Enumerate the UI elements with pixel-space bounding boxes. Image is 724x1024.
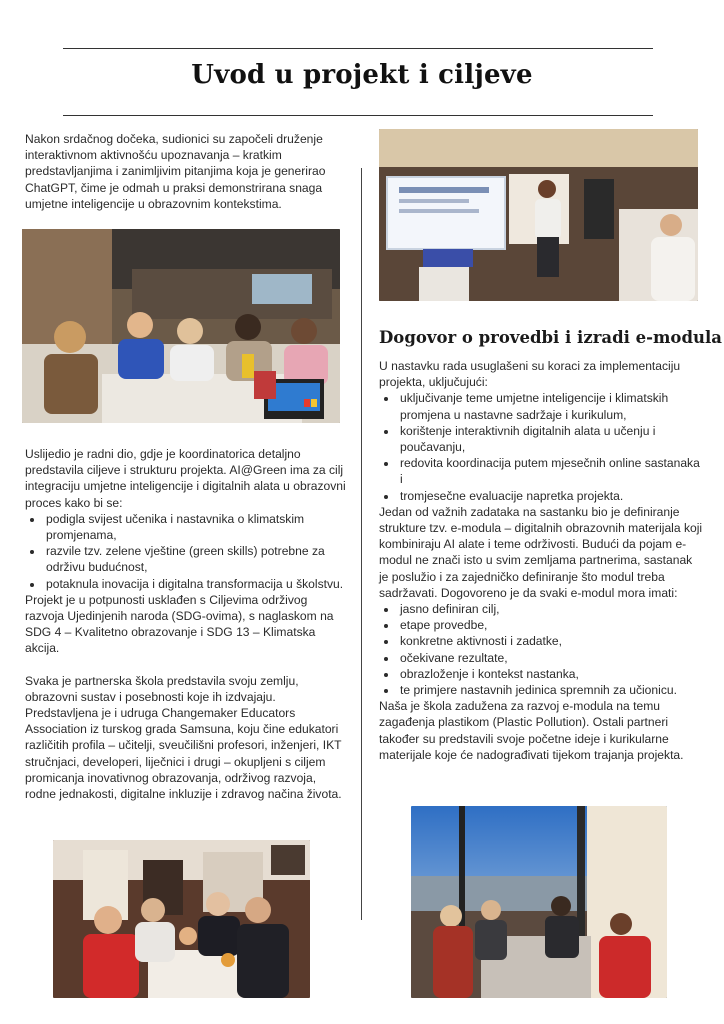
list-item: • podigla svijest učenika i nastavnika o klimatskim promjenama, — [44, 511, 347, 543]
presentation-photo — [379, 129, 698, 301]
workshop-photo-table — [22, 229, 340, 423]
title-rule — [63, 115, 653, 116]
work-intro-text: Uslijedio je radni dio, gdje je koordinatorica detaljno predstavila ciljeve i strukturu projekta. AI@Green ima za cilj integraciju umjetne inteligencije i digitalnih alata u obrazovni proces kako bi se: — [25, 447, 346, 510]
list-item: • jasno definiran cilj, — [398, 601, 703, 617]
sdg-text: Projekt je u potpunosti usklađen s Ciljevima održivog razvoja Ujedinjenih naroda (SDG-ovima), s naglaskom na SDG 4 – Kvalitetno obrazovanje i SDG 13 – Klimatska akcija. — [25, 592, 334, 656]
partners-text: Svaka je partnerska škola predstavila svoju zemlju, obrazovni sustav i posebnosti koje ih izdvajaju. Predstavljena je i udruga Changemaker Educators Association iz turskog grada Samsuna, koju čine edukatori različitih profila – učitelji, sveučilišni profesori, inženjeri, IKT stručnjaci, developeri, liječnici i drugi – okupljeni s ciljem promicanja inovativnog obrazovanja, održivog razvoja, rodne jednakosti, digitalne inkluzije i zdravog načina života. — [25, 673, 342, 802]
page-title: Uvod u projekt i ciljeve — [191, 60, 533, 90]
list-item: • etape provedbe, — [398, 617, 703, 633]
top-rule — [63, 48, 653, 49]
list-item: • konkretne aktivnosti i zadatke, — [398, 633, 703, 649]
list-item: • tromjesečne evaluacije napretka projekta. — [398, 488, 703, 504]
section-heading: Dogovor o provedbi i izradi e-modula — [379, 328, 722, 347]
list-item: • redovita koordinacija putem mjesečnih online sastanaka i — [398, 455, 703, 487]
intro-text: Nakon srdačnog dočeka, sudionici su započeli druženje interaktivnom aktivnošću upoznavanja – kratkim predstavljanjima i zanimljivim pitanjima koja je generirao ChatGPT, čime je odmah u praksi demonstrirana snaga umjetne inteligencije u obrazovnim kontekstima. — [25, 132, 326, 211]
list-item: • očekivane rezultate, — [398, 650, 703, 666]
list-item: • obrazloženje i kontekst nastanka, — [398, 666, 703, 682]
list-item: • uključivanje teme umjetne inteligencije i klimatskih promjena u nastavne sadržaje i kurikulum, — [398, 390, 703, 422]
panorama-photo — [411, 806, 667, 998]
list-item: • potaknula inovacija i digitalna transformacija u školstvu. — [44, 576, 347, 592]
list-item: • te primjere nastavnih jedinica spremnih za učionicu. — [398, 682, 703, 698]
steps-list — [379, 390, 703, 503]
plastic-text: Naša je škola zadužena za razvoj e-modula na temu zagađenja plastikom (Plastic Pollution). Ostali partneri također su predstavili svoje početne ideje i kurikularne materijale koje će nadograđivati tijekom trajanja projekta. — [379, 699, 684, 762]
list-item: • razvile tzv. zelene vještine (green skills) potrebne za održivu budućnost, — [44, 543, 347, 575]
steps-intro-text: U nastavku rada usuglašeni su koraci za implementaciju projekta, uključujući: — [379, 359, 681, 390]
list-item: • korištenje interaktivnih digitalnih alata u učenju i poučavanju, — [398, 423, 703, 455]
requirements-list — [379, 601, 703, 698]
goals-list — [25, 511, 347, 592]
implementation-section — [379, 358, 703, 763]
group-photo-restaurant — [53, 840, 310, 998]
emodule-text: Jedan od važnih zadataka na sastanku bio je definiranje strukture tzv. e-modula – digitalnih obrazovnih materijala koji kombiniraju AI alate i teme održivosti. Budući da pojam e-modul ne znači isto u svim zemljama partnerima, sastanak je poslužio i za zajedničko definiranje što modul treba sadržavati. Dogovoreno je da svaki e-modul mora imati: — [379, 504, 703, 600]
work-section — [25, 446, 347, 802]
column-divider — [361, 168, 362, 920]
intro-paragraph — [25, 131, 343, 212]
